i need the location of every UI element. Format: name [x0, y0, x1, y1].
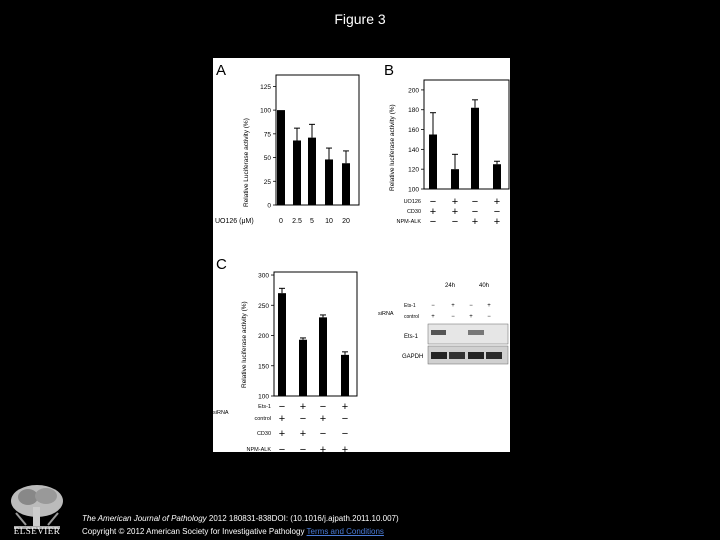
- panel-c-condition-mark: −: [299, 413, 307, 425]
- panel-c-bar: [299, 340, 307, 396]
- panel-c-condition-mark: −: [278, 444, 286, 452]
- blot-row-mark: +: [431, 314, 435, 320]
- panel-b-bar: [471, 108, 479, 189]
- blot-gapdh-band: [431, 352, 447, 359]
- panel-a-bar: [308, 138, 316, 205]
- panel-a-bar: [293, 140, 301, 205]
- panel-b-condition-mark: −: [493, 206, 501, 218]
- panel-c-condition-mark: −: [319, 401, 327, 413]
- panel-c-ytick-label: 300: [258, 272, 269, 280]
- panel-c-condition-mark: +: [278, 428, 286, 440]
- panel-c-bar: [319, 317, 327, 396]
- panel-b-condition-mark: +: [493, 196, 501, 208]
- blot-sirna-label: siRNA: [378, 311, 394, 317]
- panel-b-condition-mark: −: [429, 216, 437, 228]
- figure-image: [213, 58, 510, 452]
- panel-c-condition-mark: −: [299, 444, 307, 452]
- blot-row-label-ets1: Ets-1: [404, 303, 416, 309]
- panel-label-a: A: [216, 62, 227, 79]
- panel-c-condition-label: NPM-ALK: [246, 447, 271, 452]
- blot-ets1-band: [431, 330, 446, 335]
- panel-b-condition-mark: −: [451, 216, 459, 228]
- panel-b-ytick-label: 200: [408, 87, 419, 95]
- panel-c-condition-mark: +: [299, 401, 307, 413]
- western-blot: [378, 283, 508, 364]
- panel-b-condition-mark: +: [451, 206, 459, 218]
- blot-gapdh-band: [468, 352, 484, 359]
- panel-b-condition-label: NPM-ALK: [396, 219, 421, 225]
- panel-a-category-label: 5: [310, 218, 314, 225]
- panel-c-sirna-label: siRNA: [213, 410, 229, 416]
- panel-a-ytick-label: 50: [263, 155, 271, 163]
- panel-c-bar: [341, 355, 349, 396]
- blot-ets1-band: [468, 330, 484, 335]
- panel-b-condition-mark: +: [493, 216, 501, 228]
- citation-details: 2012 180831-838DOI: (10.1016/j.ajpath.2011.10.007): [206, 514, 399, 523]
- panel-b-condition-label: CD30: [406, 209, 421, 215]
- blot-row-mark: −: [487, 314, 491, 320]
- blot-band-label-gapdh: GAPDH: [402, 354, 424, 360]
- panel-c-ytick-label: 250: [258, 302, 269, 310]
- panel-c-ylabel: Relative luciferase activity (%): [241, 301, 248, 388]
- panel-a-ytick-label: 75: [263, 131, 271, 139]
- citation-footer: [82, 512, 399, 538]
- panel-c-condition-mark: +: [341, 401, 349, 413]
- panel-c-condition-mark: +: [319, 444, 327, 452]
- panel-label-c: C: [216, 256, 227, 273]
- panel-c-condition-mark: +: [299, 428, 307, 440]
- panel-b-ylabel: Relative luciferase activity (%): [389, 104, 396, 191]
- panel-b-bar: [451, 169, 459, 189]
- panel-c-condition-mark: −: [341, 413, 349, 425]
- panel-b-condition-mark: +: [471, 216, 479, 228]
- panel-c-condition-mark: −: [341, 428, 349, 440]
- elsevier-logo-text: ELSEVIER: [13, 526, 61, 536]
- panel-a-category-label: 0: [279, 218, 283, 225]
- blot-band-label-ets1: Ets-1: [404, 334, 419, 340]
- blot-row-mark: +: [451, 303, 455, 309]
- panel-b-ytick-label: 120: [408, 166, 419, 174]
- panel-b-ytick-label: 100: [408, 186, 419, 194]
- panel-b-condition-mark: +: [429, 206, 437, 218]
- panel-b-condition-mark: −: [471, 206, 479, 218]
- panel-a-ytick-label: 25: [263, 178, 271, 186]
- panel-b-ytick-label: 140: [408, 146, 419, 154]
- panel-c-condition-mark: −: [319, 428, 327, 440]
- panel-c-condition-label: Ets-1: [258, 404, 271, 410]
- panel-a-bar: [342, 163, 350, 205]
- panel-c-ytick-label: 100: [258, 393, 269, 401]
- blot-gapdh-band: [486, 352, 502, 359]
- copyright-text: Copyright © 2012 American Society for Investigative Pathology: [82, 527, 307, 536]
- panel-b-condition-label: UO126: [403, 199, 421, 205]
- panel-a-xlabel: UO126 (μM): [215, 218, 254, 225]
- panel-a-category-label: 2.5: [292, 218, 302, 225]
- panel-b-ytick-label: 160: [408, 127, 419, 135]
- blot-time-label-24h: 24h: [445, 283, 456, 289]
- blot-row-label-control: control: [404, 314, 420, 320]
- journal-name: The American Journal of Pathology: [82, 514, 207, 523]
- panel-a-bar: [325, 159, 333, 205]
- panel-b-bar: [493, 164, 501, 189]
- blot-gapdh-band: [449, 352, 465, 359]
- blot-row-mark: −: [431, 303, 435, 309]
- blot-row-mark: −: [469, 303, 473, 309]
- panel-a-category-label: 20: [342, 218, 350, 225]
- panel-c-condition-label: control: [254, 416, 271, 422]
- panel-b-condition-mark: −: [471, 196, 479, 208]
- panel-b-bar: [429, 135, 437, 190]
- terms-and-conditions-link[interactable]: Terms and Conditions: [306, 527, 384, 536]
- panel-c-condition-mark: +: [319, 413, 327, 425]
- blot-row-mark: +: [469, 314, 473, 320]
- copyright-line: [82, 525, 399, 538]
- panel-c-condition-mark: +: [341, 444, 349, 452]
- panel-b-condition-mark: +: [451, 196, 459, 208]
- blot-row-mark: −: [451, 314, 455, 320]
- panel-c-condition-mark: +: [278, 413, 286, 425]
- panel-c-condition-mark: −: [278, 401, 286, 413]
- panel-label-b: B: [384, 62, 395, 79]
- panel-c-ytick-label: 150: [258, 363, 269, 371]
- citation-line: [82, 512, 399, 525]
- slide-title: Figure 3: [334, 11, 386, 27]
- blot-row-mark: +: [487, 303, 491, 309]
- panel-c-ytick-label: 200: [258, 333, 269, 341]
- panel-a-bar: [277, 110, 285, 205]
- panel-a-ytick-label: 125: [260, 83, 271, 91]
- panel-a-ytick-label: 100: [260, 107, 271, 115]
- panel-a-ytick-label: 0: [267, 202, 271, 210]
- panel-c-condition-label: CD30: [256, 431, 271, 437]
- panel-a-category-label: 10: [325, 218, 333, 225]
- blot-time-label-40h: 40h: [479, 283, 490, 289]
- panel-b-ytick-label: 180: [408, 107, 419, 115]
- panel-c-bar: [278, 293, 286, 396]
- panel-b-condition-mark: −: [429, 196, 437, 208]
- panel-a-ylabel: Relative Luciferase activity (%): [243, 118, 250, 207]
